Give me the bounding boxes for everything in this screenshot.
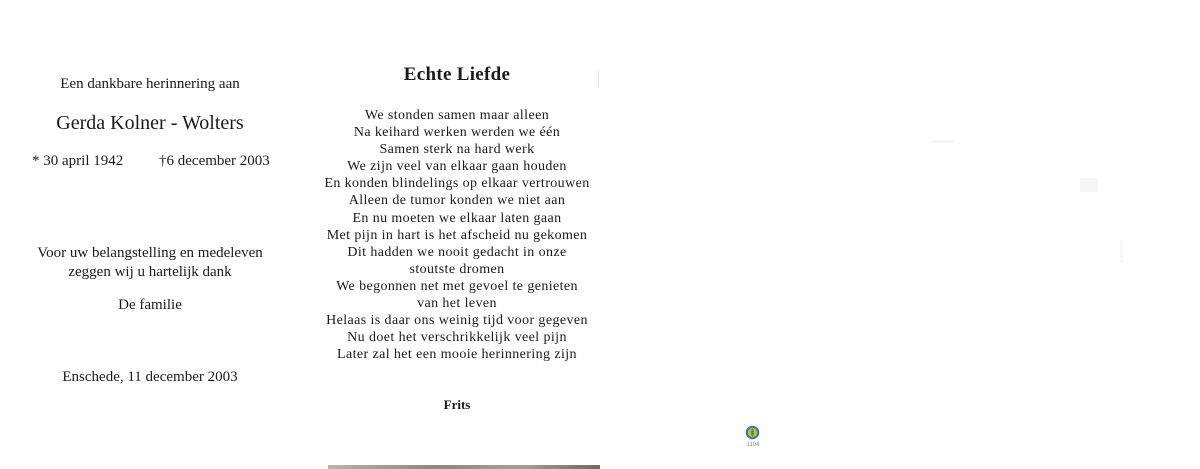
poem-title: Echte Liefde: [403, 64, 511, 85]
memorial-panel: [0, 0, 312, 469]
poem-line: van het leven: [417, 296, 497, 312]
poem-panel: [312, 0, 602, 469]
thanks-message: [0, 244, 300, 282]
death-date: †6 december 2003: [159, 153, 270, 169]
family-signature: De familie: [118, 297, 182, 313]
poem-line: Alleen de tumor konden we niet aan: [348, 193, 566, 209]
intro-text: Een dankbare herinnering aan: [60, 76, 240, 92]
poem-line: Samen sterk na hard werk: [379, 142, 535, 158]
show-through-mark: [1120, 240, 1123, 262]
fold-mark: [598, 70, 599, 88]
poem-author: Frits: [443, 397, 471, 412]
poem-line: En nu moeten we elkaar laten gaan: [352, 210, 562, 226]
poem-line: Nu doet het verschrikkelijk veel pijn: [347, 330, 567, 346]
poem-line: We stonden samen maar alleen: [364, 108, 550, 123]
poem-line: En konden blindelings op elkaar vertrouwen: [324, 176, 590, 192]
poem-line: Na keihard werken werden we één: [353, 125, 561, 141]
poem-line: We begonnen net met gevoel te genieten: [336, 278, 578, 294]
thanks-line-1: Voor uw belangstelling en medeleven: [37, 245, 263, 261]
print-code: 1104: [746, 442, 760, 448]
poem-line: We zijn veel van elkaar gaan houden: [347, 159, 567, 175]
printer-logo-icon: [745, 425, 760, 440]
birth-date: * 30 april 1942: [32, 153, 124, 169]
poem-line: Dit hadden we nooit gedacht in onze: [347, 244, 567, 260]
thanks-line-2: zeggen wij u hartelijk dank: [68, 264, 232, 280]
poem-line: Helaas is daar ons weinig tijd voor gegeven: [326, 313, 588, 329]
place-and-date: Enschede, 11 december 2003: [62, 369, 238, 385]
poem-line: Met pijn in hart is het afscheid nu gekomen: [326, 227, 588, 243]
show-through-mark: [1080, 178, 1098, 192]
poem-lines: [312, 107, 602, 363]
back-panel: [602, 0, 1200, 469]
show-through-mark: [932, 140, 954, 143]
poem-line: stoutste dromen: [409, 261, 505, 277]
poem-line: Later zal het een mooie herinnering zijn: [337, 347, 577, 363]
deceased-name: Gerda Kolner - Wolters: [56, 112, 244, 134]
photo-edge-strip: [328, 465, 600, 469]
